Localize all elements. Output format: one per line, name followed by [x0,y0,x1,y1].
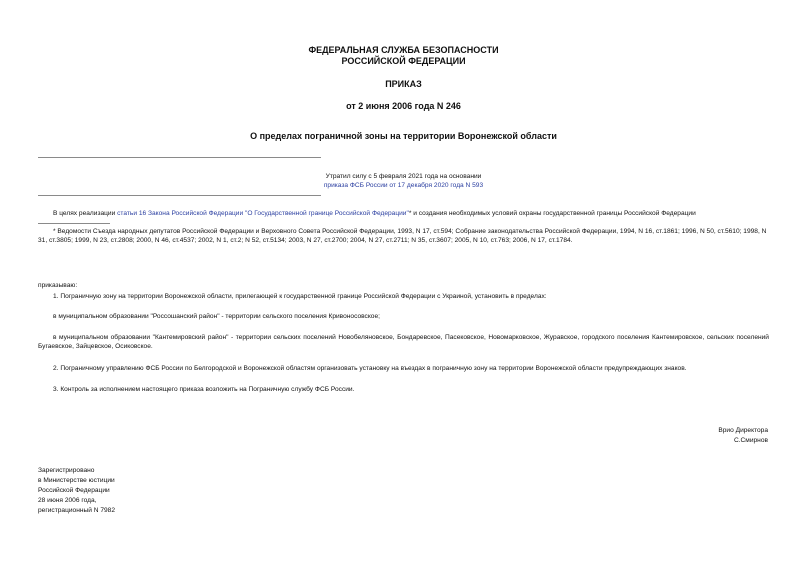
order-word: приказываю: [38,282,78,289]
status-note: Утратил силу с 5 февраля 2021 года на основании [325,173,482,180]
status-link-line [0,181,807,190]
registration-line-5: регистрационный N 7982 [38,507,116,514]
footnote: * Ведомости Съезда народных депутатов Российской Федерации и Верховного Совета Российской Федерации, 1993, N 17, ст.594; Собрание законодательства Российской Федерации, 1994, N 16, ст.1861; 1996, N 50, ст.5610; 1998, N 31, ст.3805; 1999, N 23, ст.2808; 2000, N 46, ст.4537; 2002, N 1, ст.2; N 52, ст.5134; 2003, N 27, ст.2700; 2004, N 27, ст.2711; N 35, ст.3607; 2005, N 10, ст.763; 2006, N 17, ст.1784. [38,228,767,244]
divider-bottom [38,195,321,196]
document-type: ПРИКАЗ [385,79,422,89]
agency-name-line1: ФЕДЕРАЛЬНАЯ СЛУЖБА БЕЗОПАСНОСТИ [308,45,499,55]
divider-top [38,157,321,158]
document-date-number: от 2 июня 2006 года N 246 [346,101,461,111]
paragraph-1a: в муниципальном образовании "Россошанский район" - территории сельского поселения Кривоносовское; [53,313,380,320]
registration-line-4: 28 июня 2006 года, [38,497,97,504]
footnote-divider [38,223,110,224]
preamble-prefix: В целях реализации [53,210,118,217]
repeal-order-link[interactable]: приказа ФСБ России от 17 декабря 2020 года N 593 [323,182,484,189]
signatory-name: С.Смирнов [733,437,768,444]
agency-name-line2: РОССИЙСКОЙ ФЕДЕРАЦИИ [341,56,466,66]
paragraph-1b: в муниципальном образовании "Кантемировский район" - территории сельских поселений Новобеляновское, Бондаревское, Пасековское, Новомарковское, Журавское, городского поселения Кантемировское, сельских поселений Бугаевское, Зайцевское, Осиковское. [38,334,769,350]
preamble-suffix: * и создания необходимых условий охраны государственной границы Российской Федерации [408,210,696,217]
document-title: О пределах пограничной зоны на территории Воронежской области [250,131,557,141]
preamble [53,209,696,218]
paragraph-3: 3. Контроль за исполнением настоящего приказа возложить на Пограничную службу ФСБ России. [53,386,355,393]
paragraph-1: 1. Пограничную зону на территории Воронежской области, прилегающей к государственной границе Российской Федерации с Украиной, установить в пределах: [53,293,547,300]
paragraph-2: 2. Пограничному управлению ФСБ России по Белгородской и Воронежской областям организовать установку на въездах в пограничную зону на территории Воронежской области предупреждающих знаков. [53,365,687,372]
signatory-position: Врио Директора [718,427,768,434]
registration-line-2: в Министерстве юстиции [38,477,115,484]
registration-line-1: Зарегистрировано [38,467,95,474]
registration-line-3: Российской Федерации [38,487,110,494]
law-article-link[interactable]: статьи 16 Закона Российской Федерации "О Государственной границе Российской Федерации" [117,210,409,217]
